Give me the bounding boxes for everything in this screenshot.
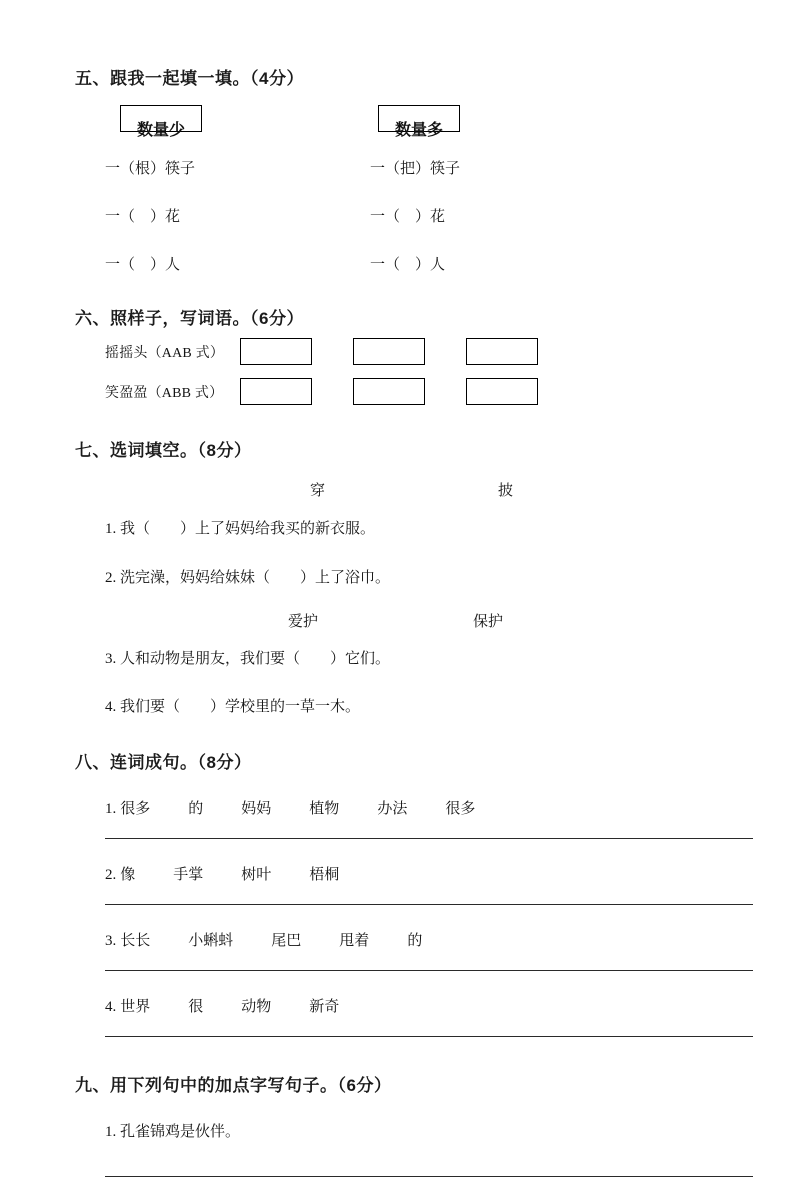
fill-item: 一（ ）人 <box>105 257 181 273</box>
fill-row <box>105 205 755 226</box>
quantity-many-box <box>378 105 460 139</box>
section-make-sentences <box>75 748 755 1037</box>
choice-word: 披 <box>498 483 514 499</box>
section-write-with-dotted-word <box>75 1071 755 1177</box>
fill-item: 一（根）筷子 <box>105 161 196 177</box>
answer-line <box>105 1036 753 1037</box>
answer-line <box>105 970 753 971</box>
scrambled-words <box>105 995 755 1016</box>
choice-word: 穿 <box>310 483 326 499</box>
answer-box <box>466 378 538 405</box>
fill-row <box>105 253 755 274</box>
section-write-words <box>75 304 755 405</box>
word-pattern-row <box>105 338 755 365</box>
fill-row <box>105 157 755 178</box>
word: 甩着 <box>339 933 370 949</box>
quantity-boxes-row <box>120 105 755 139</box>
item-number: 4. <box>105 999 117 1015</box>
word: 新奇 <box>309 999 340 1015</box>
pattern-example-label: 摇摇头（AAB 式） <box>105 345 225 361</box>
quantity-few-box <box>120 105 202 139</box>
section-7-heading: 七、选词填空。（8分） <box>75 441 252 460</box>
item-number: 1. <box>105 801 117 817</box>
word: 很多 <box>445 801 476 817</box>
item-number: 3. <box>105 933 117 949</box>
answer-line <box>105 904 753 905</box>
scrambled-sentence-item <box>105 863 755 905</box>
fill-sentence: 3. 人和动物是朋友，我们要（ ）它们。 <box>105 651 391 667</box>
answer-box <box>240 378 312 405</box>
fill-item: 一（ ）花 <box>105 209 181 225</box>
word-choice-pair <box>105 610 755 631</box>
word: 动物 <box>241 999 272 1015</box>
word: 办法 <box>377 801 408 817</box>
choice-word: 保护 <box>473 614 504 630</box>
answer-line <box>105 838 753 839</box>
section-6-heading: 六、照样子，写词语。（6分） <box>75 309 304 328</box>
fill-sentence: 2. 洗完澡，妈妈给妹妹（ ）上了浴巾。 <box>105 570 391 586</box>
scrambled-sentence-item <box>105 797 755 839</box>
scrambled-sentence-item <box>105 929 755 971</box>
item-number: 2. <box>105 867 117 883</box>
section-8-heading: 八、连词成句。（8分） <box>75 753 252 772</box>
answer-box <box>466 338 538 365</box>
word: 手掌 <box>173 867 204 883</box>
word: 尾巴 <box>271 933 302 949</box>
word: 小蝌蚪 <box>188 933 234 949</box>
scrambled-sentence-item <box>105 995 755 1037</box>
word: 植物 <box>309 801 340 817</box>
example-sentence: 1. 孔雀锦鸡是伙伴。 <box>105 1124 241 1140</box>
section-choose-words <box>75 436 755 716</box>
choice-word: 爱护 <box>288 614 319 630</box>
section-5-heading: 五、跟我一起填一填。（4分） <box>75 69 304 88</box>
word: 树叶 <box>241 867 272 883</box>
answer-box <box>353 378 425 405</box>
word-pattern-row <box>105 378 755 405</box>
pattern-example-label: 笑盈盈（ABB 式） <box>105 385 224 401</box>
fill-sentence: 4. 我们要（ ）学校里的一草一木。 <box>105 699 361 715</box>
word: 的 <box>188 801 204 817</box>
word: 的 <box>407 933 423 949</box>
scrambled-words <box>105 929 755 950</box>
word: 妈妈 <box>241 801 272 817</box>
fill-item: 一（ ）人 <box>370 257 446 273</box>
word: 很多 <box>120 801 151 817</box>
scrambled-words <box>105 797 755 818</box>
section-9-heading: 九、用下列句中的加点字写句子。（6分） <box>75 1076 392 1095</box>
section-fill-measure-words <box>75 64 755 274</box>
word: 世界 <box>120 999 151 1015</box>
word: 很 <box>188 999 204 1015</box>
fill-item: 一（把）筷子 <box>370 161 461 177</box>
quantity-many-label: 数量多 <box>394 122 444 139</box>
answer-box <box>353 338 425 365</box>
word-choice-pair <box>105 479 755 500</box>
quantity-few-label: 数量少 <box>136 122 186 139</box>
scrambled-words <box>105 863 755 884</box>
fill-sentence: 1. 我（ ）上了妈妈给我买的新衣服。 <box>105 521 376 537</box>
word: 像 <box>120 867 136 883</box>
word: 梧桐 <box>309 867 340 883</box>
answer-box <box>240 338 312 365</box>
fill-item: 一（ ）花 <box>370 209 446 225</box>
word: 长长 <box>120 933 151 949</box>
